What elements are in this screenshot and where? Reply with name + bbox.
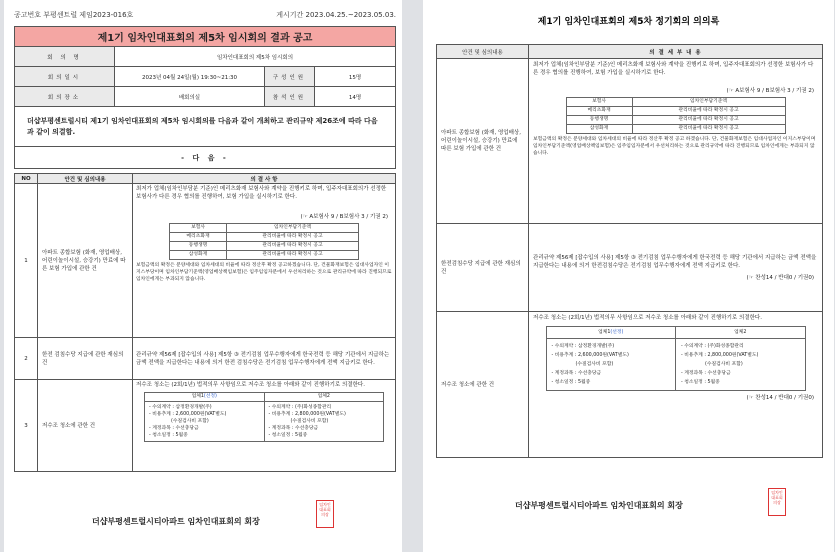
- header-agenda: 안건 및 심의내용: [437, 45, 529, 59]
- vote-result: (☞ A보험사 9 / B보험사 3 / 기권 2): [300, 214, 388, 220]
- contractor-line: - 청소일정 : 5월중: [551, 380, 591, 385]
- seal-stamp: 임차인대표회의장: [316, 500, 334, 528]
- contractor2-head: 업체2: [676, 327, 806, 339]
- contractor1-head: 업체1: [191, 394, 204, 399]
- contractor-line: - 비용추계 : 2,800,000원(VAT별도): [268, 412, 346, 417]
- insurer-cost: 관리비율에 따라 확정시 공고: [227, 242, 359, 251]
- table-row: [437, 312, 823, 458]
- item-details: [529, 59, 823, 224]
- insurer-name: 삼성화재: [566, 125, 632, 134]
- cost-header: 임차인부담기준액: [632, 98, 785, 107]
- datetime-label: 회의일시: [15, 67, 115, 87]
- insurer-name: 동행생명: [170, 242, 227, 251]
- insurer-name: 동행생명: [566, 116, 632, 125]
- item-details: [529, 224, 823, 312]
- contractor-line: - 청소일정 : 5월중: [268, 433, 308, 438]
- item-details: [133, 184, 396, 338]
- signature: 더샵부평센트럴시티아파트 임차인대표회의 회장: [92, 517, 260, 526]
- insurer-cost: 관리비율에 따라 확정시 공고: [227, 251, 359, 260]
- meeting-info-table: [14, 26, 396, 169]
- header-resolution: 의 결 사 항: [133, 174, 396, 184]
- contractor-table: [546, 326, 806, 391]
- insurer-name: 메리츠화재: [170, 233, 227, 242]
- table-row: [15, 380, 396, 472]
- contractor-line: - 수의계약 : 삼정환경개발(주): [149, 405, 212, 410]
- vote-result: (☞ 찬성14 / 반대0 / 기권0): [746, 274, 814, 281]
- insurer-cost: 관리비율에 따라 확정시 공고: [632, 116, 785, 125]
- item-agenda: 아파트 종합보험 (화재, 영업배상, 어린이놀이시설, 승강기) 만료에 따른 보험 가입에 관한 건: [437, 59, 529, 224]
- insurer-table: [169, 223, 359, 260]
- minutes-table: [436, 44, 823, 458]
- item-agenda: 저수조 청소에 관한 건: [437, 312, 529, 458]
- contractor-line: - 계정과목 : 수선충당금: [268, 426, 319, 431]
- members-count: 15명: [315, 67, 396, 87]
- item-no: 1: [15, 184, 38, 338]
- item-no: 3: [15, 380, 38, 472]
- seal-stamp: 임차인대표회의장: [768, 488, 786, 516]
- resolution-table: [14, 173, 396, 472]
- item-note: 보험금액의 확정은 분양세대와 임차세대의 비율에 따라 정산후 확정 공고 하겠습니다. 단, 건물화재보험은 임대사업자인 이지스부당이며 임차인부담기준액(영업배상책임보험)은 임주임임자분에서 우선처리하는 것으로 관리규약에 따라 진행되므로 임차인에게는 부과되지 않습니다.: [533, 137, 816, 156]
- intro-text: 더샵부평센트럴시티 제1기 임차인대표회의 제5차 임시회의를 다음과 같이 개최하고 관리규약 제26조에 따라 다음과 같이 의결함.: [15, 107, 396, 147]
- selected-tag: (선정): [610, 329, 624, 335]
- item-agenda: 아파트 종합보험 (화재, 영업배상, 어린이놀이시설, 승강기) 만료에 따른 보험 가입에 관한 건: [38, 184, 133, 338]
- vote-result: (☞ A보험사 9 / B보험사 3 / 기권 2): [726, 88, 814, 94]
- item-text: 최저가 업체(임차인부담분 기준)인 메리츠화재 보험사와 계약을 진행키로 하며, 입주자대표회의가 선정한 보험사가 다른 경우 협의를 진행하여, 보험 가입을 실시하기로 한다.: [136, 186, 387, 200]
- item-details: [133, 380, 396, 472]
- contractor-line: - 비용추계 : 2,800,000원(VAT별도): [681, 353, 759, 358]
- contractor-line: - 비용추계 : 2,600,000원(VAT별도): [149, 412, 227, 417]
- insurer-table: [566, 97, 786, 134]
- contractor-line: - 계정과목 : 수선충당금: [149, 426, 199, 431]
- header-no: NO: [15, 174, 38, 184]
- item-agenda: 저수조 청소에 관한 건: [38, 380, 133, 472]
- header-agenda: 안건 및 심의내용: [38, 174, 133, 184]
- item-agenda: 한전검침수당 지급에 관한 재심의 건: [437, 224, 529, 312]
- contractor-line: (수질검사비 포함): [171, 419, 209, 424]
- meeting-name-label: 회 의 명: [15, 47, 115, 67]
- contractor2-head: 업체2: [264, 393, 384, 402]
- members-label: 구성인원: [265, 67, 315, 87]
- insurer-name: 메리츠화재: [566, 107, 632, 116]
- cost-header: 임차인부담기준액: [227, 224, 359, 233]
- page-title: 제1기 임차인대표회의 제5차 임시회의 결과 공고: [15, 27, 396, 47]
- table-row: [437, 224, 823, 312]
- meeting-datetime: 2023년 04월 24일(월) 19:30~21:30: [115, 67, 265, 87]
- notice-page: [4, 0, 402, 552]
- item-text: 저수조 청소는 (2회/1년) 법적의무 사항임으로 저수조 청소를 아래와 같이 진행하기로 의결한다.: [136, 382, 365, 388]
- contractor-line: - 계정과목 : 수선충당금: [551, 371, 602, 376]
- contractor-line: - 수의계약 : (주)화성종합관리: [268, 405, 332, 410]
- page-title: 제1기 임차인대표회의 제5차 정기회의 의의록: [537, 17, 720, 27]
- contractor-table: [144, 392, 384, 442]
- contractor-line: - 계정과목 : 수선충당금: [681, 371, 731, 376]
- attend-count: 14명: [315, 87, 396, 107]
- selected-tag: (선정): [203, 394, 217, 399]
- item-no: 2: [15, 338, 38, 380]
- table-row: [15, 338, 396, 380]
- minutes-page: [423, 0, 834, 552]
- insurer-header: 보험사: [566, 98, 632, 107]
- next-label: - 다 음 -: [15, 147, 396, 169]
- item-text: 저수조 청소는 (2회/1년) 법적의무 사항임으로 저수조 청소를 아래와 같이 진행하기로 의결한다.: [533, 315, 762, 321]
- contractor-line: - 수의계약 : (주)화성종합관리: [681, 344, 744, 349]
- contractor-line: - 비용추계 : 2,600,000원(VAT별도): [551, 353, 629, 358]
- signature: 더샵부평센트럴시티아파트 임차인대표회의 회장: [515, 501, 683, 510]
- table-row: [437, 59, 823, 224]
- contractor-line: (수질검사비 포함): [575, 362, 614, 367]
- posting-period: 게시기간 2023.04.25.~2023.05.03.: [276, 11, 396, 19]
- vote-result: (☞ 찬성14 / 반대0 / 기권0): [746, 395, 814, 401]
- header-details: 의 결 세 부 내 용: [529, 45, 823, 59]
- item-agenda: 한전 검침수당 지급에 관한 재심의 건: [38, 338, 133, 380]
- doc-number: 공고번호 부평센트럴 제임2023-016호: [14, 11, 134, 19]
- place-label: 회의장소: [15, 87, 115, 107]
- insurer-header: 보험사: [170, 224, 227, 233]
- insurer-cost: 관리비율에 따라 확정시 공고: [632, 125, 785, 134]
- contractor-line: - 청소일정 : 5월중: [149, 433, 188, 438]
- item-details: [529, 312, 823, 458]
- insurer-name: 삼성화재: [170, 251, 227, 260]
- contractor-line: - 청소일정 : 5월중: [681, 380, 720, 385]
- meeting-place: 배회의실: [115, 87, 265, 107]
- table-row: [15, 184, 396, 338]
- item-text: 최저가 업체(임차인부담분 기준)인 메리츠화재 보험사와 계약을 진행키로 하며, 입주자대표회의가 선정한 보험사가 다른 경우 협의를 진행하여, 보험 가입을 실시하기로 한다.: [533, 62, 814, 76]
- item-note: 보험금액의 확정은 분양세대와 임차세대의 비율에 따라 정산후 확정 공고하겠습니다. 단, 건물화재보험은 임대사업자인 이지스부당이며 임차인부담기준액(영업배상책임보험)은 임주임임자분에서 우선처리하는 것으로 관리규약에 따라 진행되므로 임차인에게는 부과되지 않습니다.: [136, 263, 392, 282]
- contractor-line: - 수의계약 : 삼정환경개발(주): [551, 344, 615, 349]
- item-text: 관리규약 제56제 [잡수입의 사용] 제5항 ③ 전기검침 업무수행자에게 한국전력 등 해당 기관에서 지급하는 금액 전액을 지급한다는 내용에 의거 한전검침수당은 전기검침 업무수행자에게 전액 지급키로 한다.: [533, 254, 817, 269]
- attend-label: 참석인원: [265, 87, 315, 107]
- contractor-line: (수질검사비 포함): [705, 362, 743, 367]
- item-text: 관리규약 제56제 [잡수입의 사용] 제5항 ③ 전기검침 업무수행자에게 한국전력 등 해당 기관에서 지급하는 금액 전액을 지급한다는 내용에 의거 한전 검침수당은 전기검침 업무수행자에게 전액 지급키로 한다.: [133, 338, 396, 380]
- meeting-name: 임차인대표회의 제5차 임시회의: [115, 47, 396, 67]
- contractor-line: (수질검사비 포함): [290, 419, 329, 424]
- insurer-cost: 관리비율에 따라 확정시 공고: [227, 233, 359, 242]
- contractor1-head: 업체1: [598, 329, 611, 335]
- insurer-cost: 관리비율에 따라 확정시 공고: [632, 107, 785, 116]
